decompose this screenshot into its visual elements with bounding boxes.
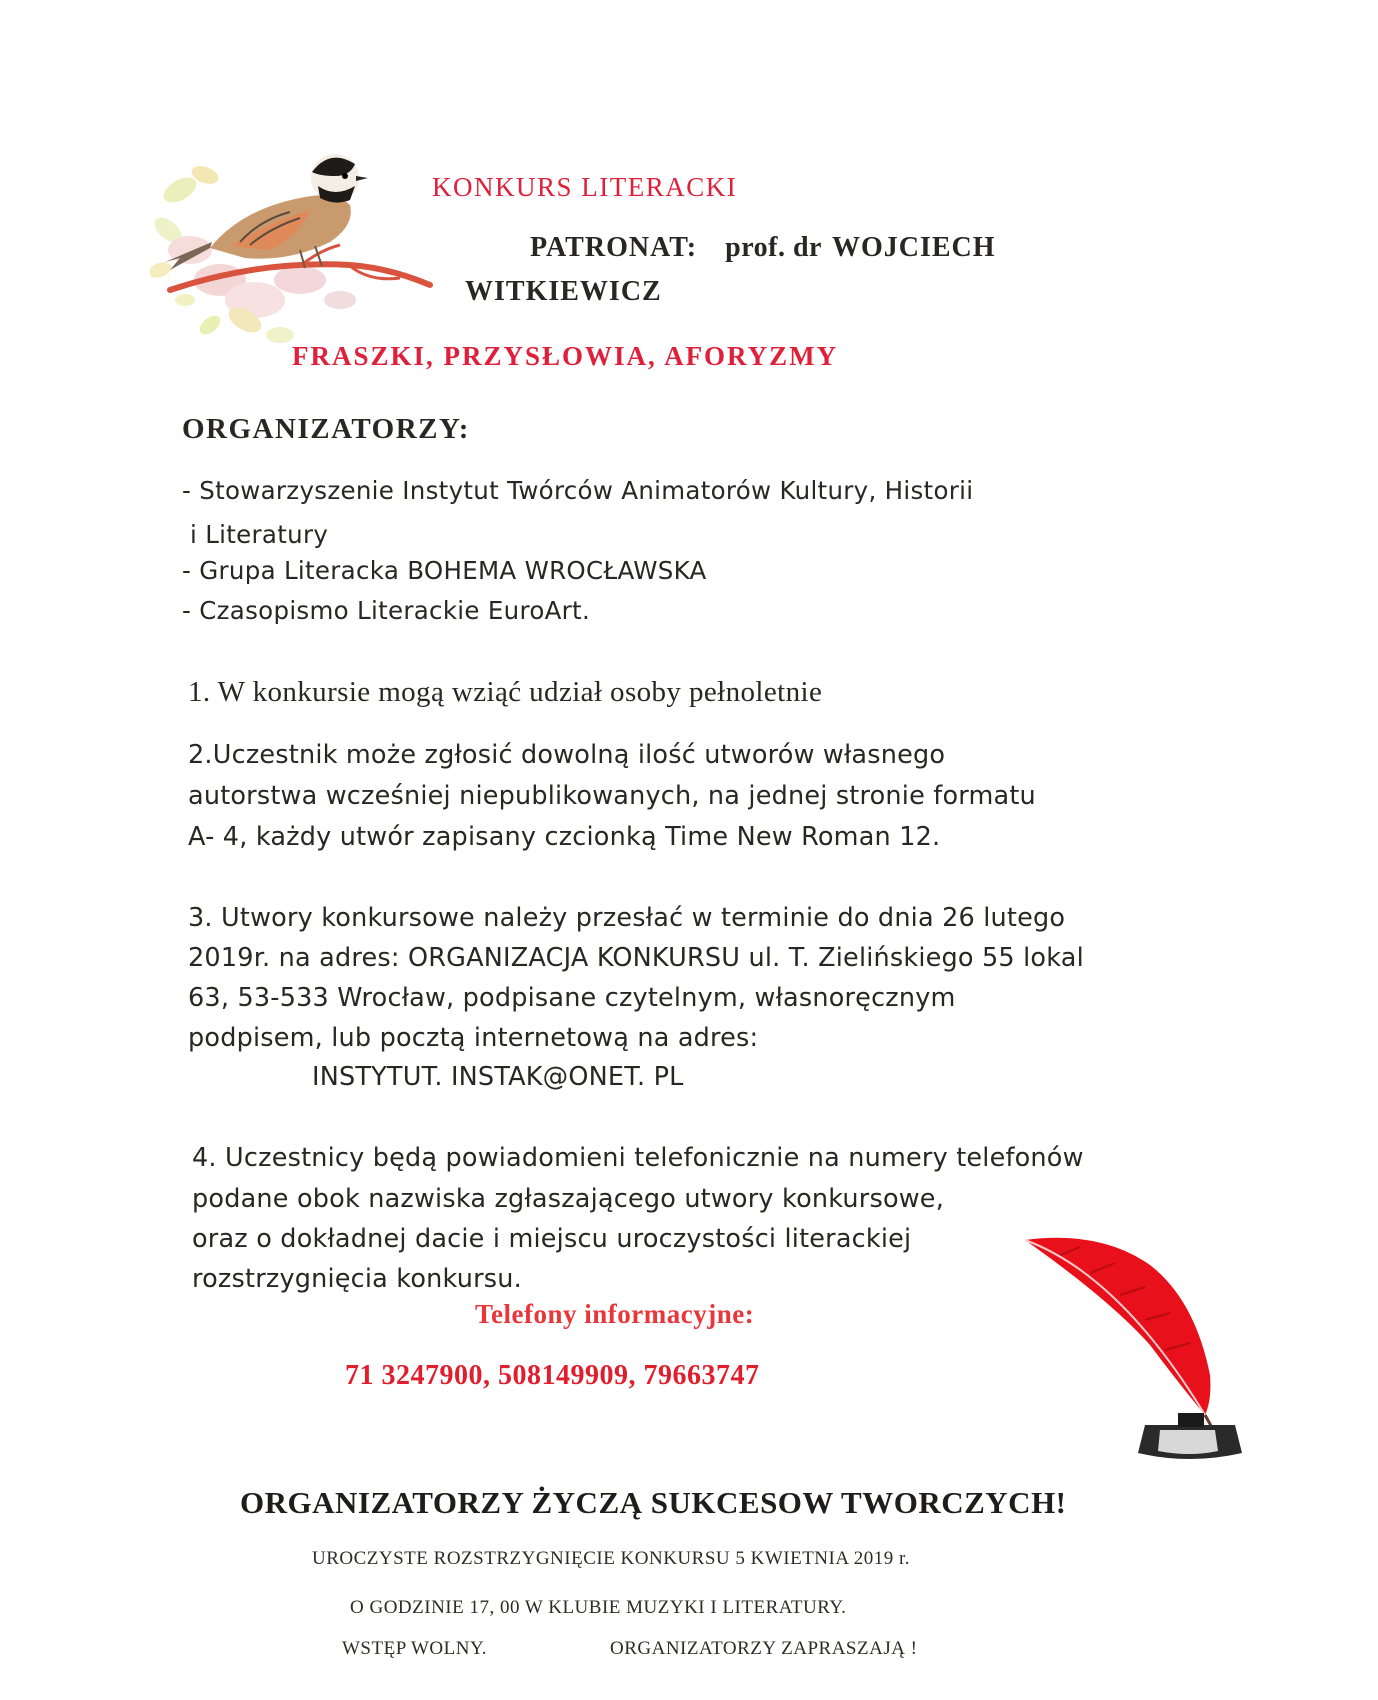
phones-heading: Telefony informacyjne: [475,1299,755,1329]
patron-degree: prof. dr [725,232,822,263]
organizer-line: - Czasopismo Literackie EuroArt. [182,596,591,625]
quill-and-inkwell-illustration [1020,1225,1280,1465]
rule-4-line: 4. Uczestnicy będą powiadomieni telefonicznie na numery telefonów [192,1143,1084,1173]
patron-first-name: WOJCIECH [831,232,996,263]
organizer-line: i Literatury [190,520,329,549]
organizers-heading: ORGANIZATORZY: [182,413,470,445]
rule-2-line: 2.Uczestnik może zgłosić dowolną ilość utworów własnego [188,740,946,770]
ceremony-date-line: UROCZYSTE ROZSTRZYGNIĘCIE KONKURSU 5 KWIETNIA 2019 r. [312,1548,911,1569]
rule-1: 1. W konkursie mogą wziąć udział osoby pełnoletnie [188,676,823,708]
ceremony-place-line: O GODZINIE 17, 00 W KLUBIE MUZYKI I LITERATURY. [350,1597,847,1618]
rule-4-line: rozstrzygnięcia konkursu. [192,1264,522,1294]
patronage-label: PATRONAT: [530,232,698,263]
contest-title: KONKURS LITERACKI [432,172,738,202]
patronage-line [530,232,996,264]
free-entry-text: WSTĘP WOLNY. [342,1638,487,1659]
rule-4-line: oraz o dokładnej dacie i miejscu uroczystości literackiej [192,1224,912,1254]
rule-3-line: 63, 53-533 Wrocław, podpisane czytelnym, własnoręcznym [188,983,956,1013]
bird-on-branch-illustration [150,150,450,360]
rule-2-line: autorstwa wcześniej niepublikowanych, na jednej stronie formatu [188,781,1036,811]
contest-subtitle: FRASZKI, PRZYSŁOWIA, AFORYZMY [292,341,839,371]
rule-3-line: 3. Utwory konkursowe należy przesłać w terminie do dnia 26 lutego [188,903,1066,933]
organizer-line: - Grupa Literacka BOHEMA WROCŁAWSKA [182,556,707,585]
rule-4-line: podane obok nazwiska zgłaszającego utwory konkursowe, [192,1184,945,1214]
rule-3-line: podpisem, lub pocztą internetową na adres: [188,1023,759,1053]
rule-2-line: A- 4, każdy utwór zapisany czcionką Time New Roman 12. [188,822,941,852]
organizer-line: - Stowarzyszenie Instytut Twórców Animatorów Kultury, Historii [182,476,974,505]
closing-wish: ORGANIZATORZY ŻYCZĄ SUKCESOW TWORCZYCH! [240,1485,1067,1520]
rule-3-line: 2019r. na adres: ORGANIZACJA KONKURSU ul. T. Zielińskiego 55 lokal [188,943,1084,973]
email-address: INSTYTUT. INSTAK@ONET. PL [312,1062,684,1092]
patron-last-name: WITKIEWICZ [465,276,662,307]
invitation-text: ORGANIZATORZY ZAPRASZAJĄ ! [610,1638,918,1659]
phone-numbers: 71 3247900, 508149909, 79663747 [345,1360,760,1391]
